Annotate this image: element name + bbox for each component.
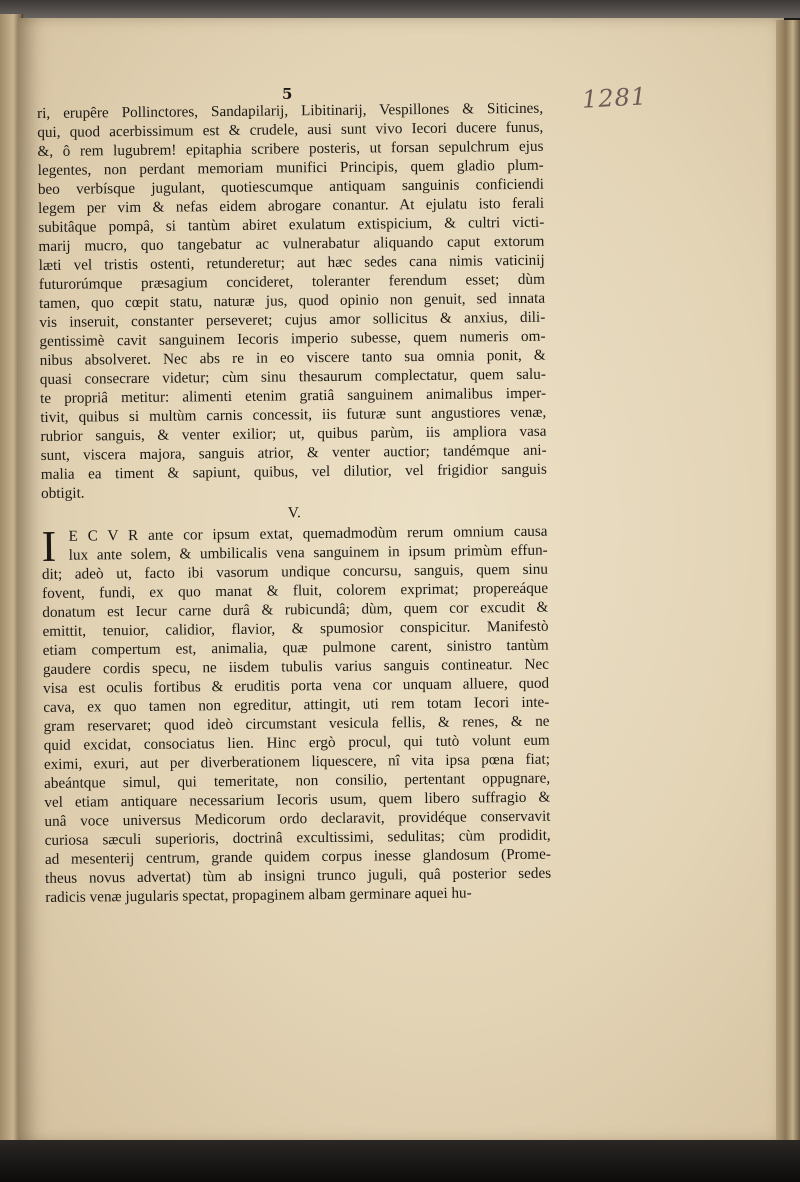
- paragraph-1: [37, 99, 547, 503]
- text-line: &, ô rem lugubrem! epitaphia scribere posteris, ut forsan sepulchrum ejus: [37, 137, 544, 160]
- text-line: legentes, non perdant memoriam munifici Principis, quem gladio plum-: [37, 156, 544, 179]
- text-line: donatum est Iecur carne durâ & rubicundâ; dùm, quem cor excudit &: [42, 598, 549, 621]
- text-line: tamen, quo cœpit statu, naturæ jus, quod opinio non genuit, sed innata: [39, 289, 546, 312]
- text-line: vel etiam antiquare necessarium Iecoris usum, quem libero suffragio &: [44, 788, 551, 811]
- text-line: malia ea timent & sapiunt, quibus, vel dilutior, vel frigidior sanguis: [40, 460, 547, 483]
- text-line: eximi, exuri, aut per diverberationem liquescere, nî vita ipsa pœna fiat;: [43, 750, 550, 773]
- drop-cap: I: [41, 521, 57, 571]
- text-line: fovent, fundi, ex quo manat & fluit, colorem exprimat; propereáque: [42, 579, 549, 602]
- text-line: E C V R ante cor ipsum extat, quemadmodùm rerum omnium causa: [68, 522, 548, 545]
- text-line: te propriâ metitur: alimenti etenim gratiâ sanguinem animalibus imper-: [39, 384, 547, 407]
- text-line: sunt, viscera majora, sanguis atrior, & venter auctior; tandémque ani-: [40, 441, 547, 464]
- folio-number: 1281: [581, 82, 648, 114]
- text-line: rubrior sanguis, & venter exilior; ut, quibus parùm, iis ampliora vasa: [40, 422, 547, 445]
- main-text: [37, 99, 551, 907]
- text-line: theus novus advertat) tùm ab insigni trunco juguli, quâ posterior sedes: [45, 864, 552, 887]
- text-line: cava, ex quo tamen non egreditur, attingit, uti rem totam Iecori inte-: [43, 693, 550, 716]
- text-line: vis inseruit, constanter perseveret; cujus amor sollicitus & anxius, dili-: [39, 308, 546, 331]
- text-line: læti vel tristis ostenti, retunderetur; aut hæc sedes cana nimis vaticinij: [38, 251, 545, 274]
- text-line: dit; adeò ut, facto ibi vasorum undique concursu, sanguis, quem sinu: [41, 560, 548, 583]
- text-line: etiam compertum est, animalia, quæ pulmone carent, sinistro tantùm: [42, 636, 549, 659]
- text-line: ad mesenterij centrum, grande quidem corpus inesse glandosum (Prome-: [44, 845, 551, 868]
- scanner-bottom-edge: [0, 1140, 800, 1182]
- text-line: marij mucro, quo tangebatur ac vulnerabatur aliquando caput extorum: [38, 232, 545, 255]
- text-line: curiosa sæculi superioris, doctrinâ excultissimi, sedulitas; cùm prodidit,: [44, 826, 551, 849]
- text-line: legem per vim & nefas eidem abrogare conantur. At ejulatu isto ferali: [38, 194, 545, 217]
- text-line: subitâque pompâ, si tantùm abiret exulatum extispicium, & cultri victi-: [38, 213, 545, 236]
- text-line: unâ voce universus Medicorum ordo declaravit, providéque conservavit: [44, 807, 551, 830]
- text-line: quasi consecrare videtur; cùm sinu thesaurum complectatur, quem salu-: [39, 365, 546, 388]
- text-line: qui, quod acerbissimum est & crudele, ausi sunt vivo Iecori ducere funus,: [37, 118, 544, 141]
- header-mark: 5: [282, 85, 293, 103]
- text-line: ri, erupêre Pollinctores, Sandapilarij, Libitinarij, Vespillones & Siticines,: [37, 99, 544, 122]
- page-fore-edge: [776, 20, 800, 1145]
- text-line: lux ante solem, & umbilicalis vena sanguinem in ipsum primùm effun-: [68, 541, 548, 564]
- text-line: nibus absolveret. Nec abs re in eo viscere tanto sua omnia ponit, &: [39, 346, 546, 369]
- text-line: visa est oculis fortibus & eruditis porta vena cor unquam alluere, quod: [43, 674, 550, 697]
- text-line: obtigit.: [40, 484, 85, 502]
- text-line: tivit, quibus si multùm carnis concessit, iis futuræ sunt angustiores venæ,: [40, 403, 547, 426]
- text-line: gram reservaret; quod ideò circumstant vesicula fellis, & renes, & ne: [43, 712, 550, 735]
- text-line: beo verbísque jugulant, quotiescumque antiquam sanguinis conficiendi: [37, 175, 544, 198]
- scanner-top-edge: [0, 0, 800, 18]
- text-line: emittit, tenuior, calidior, flavior, & spumosior conspicitur. Manifestò: [42, 617, 549, 640]
- text-line: quid excidat, consociatus lien. Hinc ergò procul, qui tutò volunt eum: [43, 731, 550, 754]
- text-line: radicis venæ jugularis spectat, propaginem albam germinare aquei hu-: [45, 884, 472, 906]
- text-line: abeántque simul, qui temeritate, non consilio, pertentant oppugnare,: [44, 769, 551, 792]
- text-line: gaudere cordis specu, ne iisdem tubulis varius sanguis contineatur. Nec: [42, 655, 549, 678]
- paragraph-2: [41, 522, 551, 907]
- section-heading: V.: [287, 504, 301, 522]
- text-line: gentissimè cavit sanguinem Iecoris imperio subesse, quem numeris om-: [39, 327, 546, 350]
- text-line: futurorúmque præsagium concideret, toleranter ferendum esset; dùm: [38, 270, 545, 293]
